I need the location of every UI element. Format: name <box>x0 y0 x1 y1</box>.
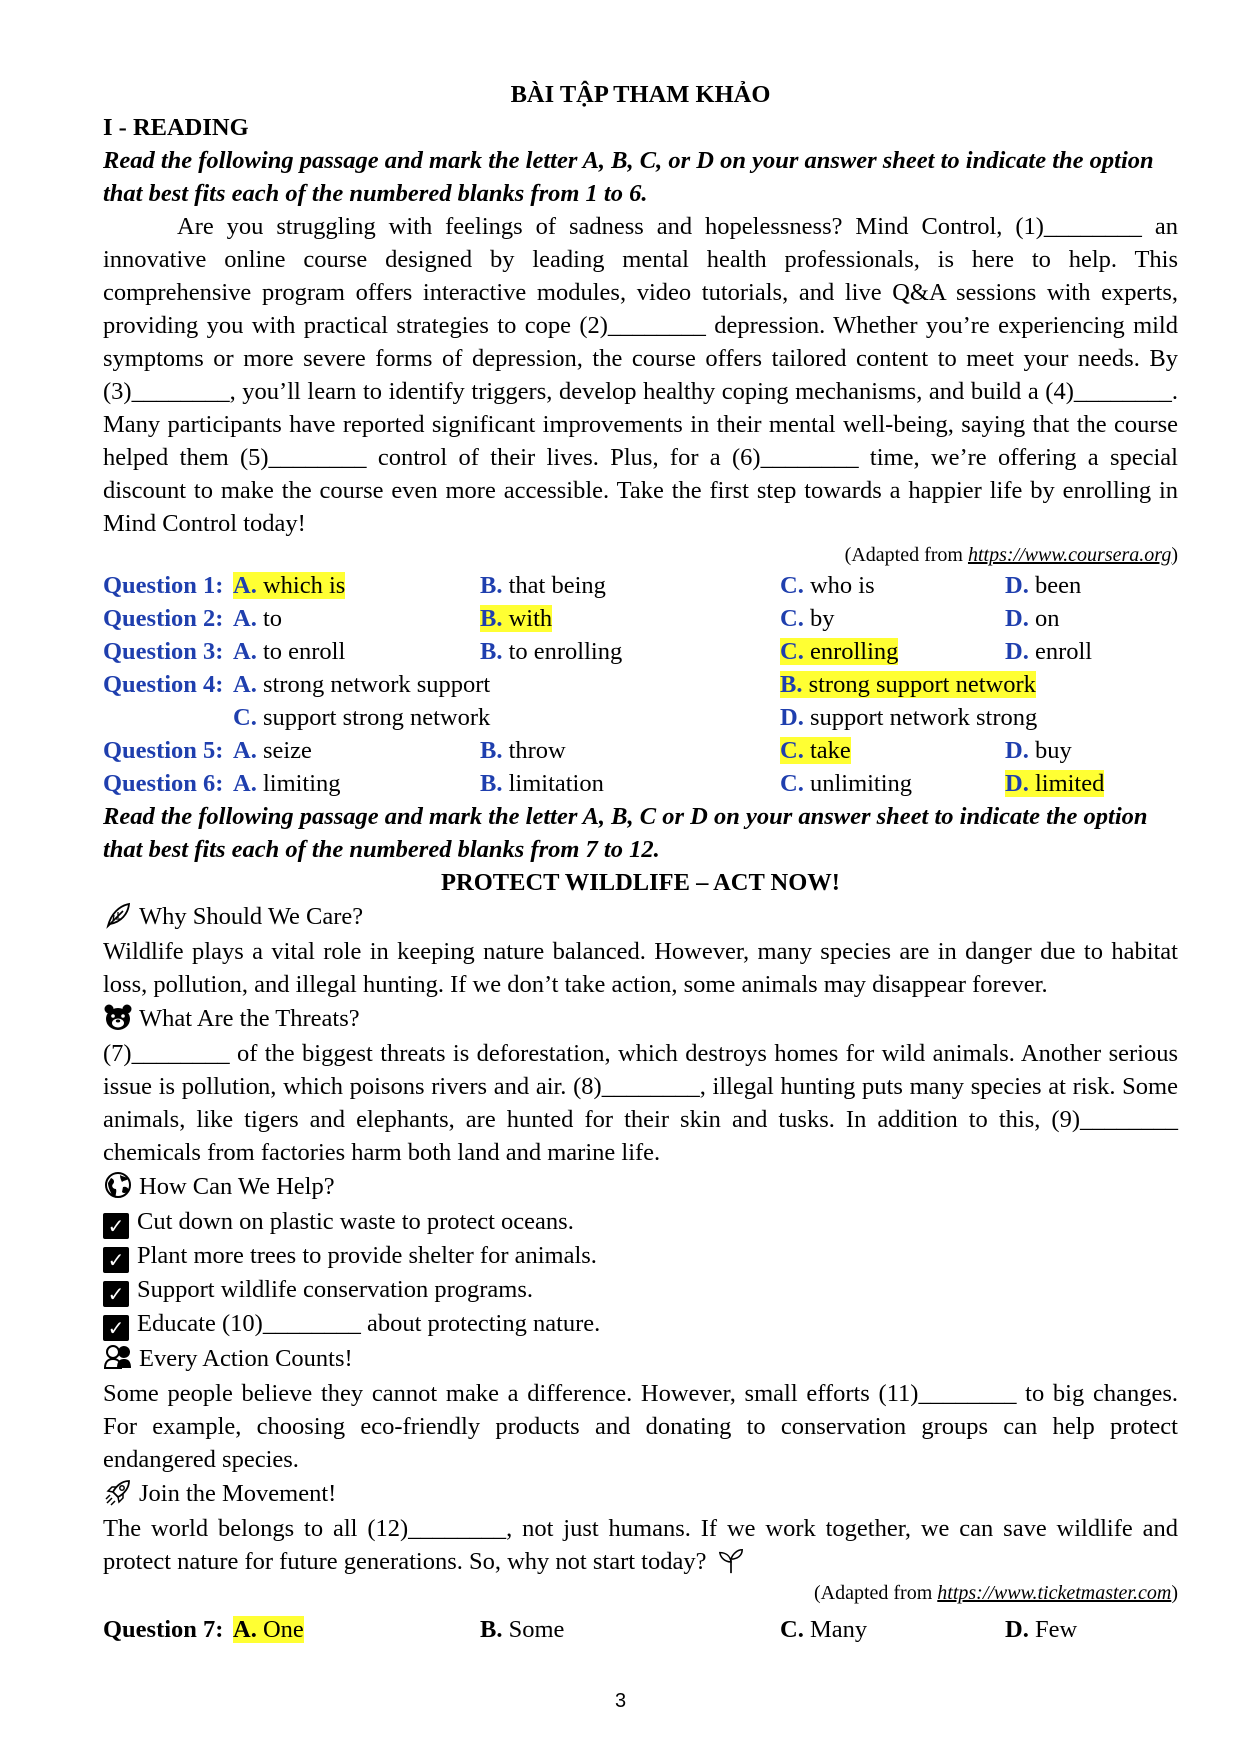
question-6 <box>103 767 1178 800</box>
option-d[interactable]: D. enroll <box>1005 638 1093 665</box>
bear-icon <box>103 1002 133 1032</box>
instruction-1: Read the following passage and mark the letter A, B, C, or D on your answer sheet to indicate the option that best fits each of the numbered blanks from 1 to 6. <box>103 147 1154 207</box>
question-label: Question 1: <box>103 572 224 599</box>
option-b[interactable]: B. limitation <box>480 770 604 797</box>
passage-2-title: PROTECT WILDLIFE – ACT NOW! <box>441 869 840 896</box>
option-a[interactable]: A. seize <box>233 737 312 764</box>
question-4 <box>103 668 1178 701</box>
section-heading: I - READING <box>103 114 249 141</box>
questions-1-6 <box>103 569 1178 800</box>
join-heading: Join the Movement! <box>103 1476 1178 1512</box>
option-a[interactable]: A. to enroll <box>233 638 346 665</box>
question-5 <box>103 734 1178 767</box>
question-label: Question 5: <box>103 737 224 764</box>
document-page <box>103 78 1178 1646</box>
question-7 <box>103 1613 1178 1646</box>
threats-heading: What Are the Threats? <box>103 1001 1178 1037</box>
source-1-link[interactable]: https://www.coursera.org <box>967 544 1172 566</box>
option-d[interactable]: D. support network strong <box>780 704 1038 731</box>
help-item: ✓ Educate (10)________ about protecting nature. <box>103 1307 1178 1341</box>
option-c[interactable]: C. who is <box>780 572 875 599</box>
leaf-icon <box>103 900 133 930</box>
option-a[interactable]: A. One <box>233 1616 304 1643</box>
option-a[interactable]: A. to <box>233 605 283 632</box>
option-a[interactable]: A. which is <box>233 572 346 599</box>
option-c[interactable]: C. Many <box>780 1616 868 1643</box>
option-d[interactable]: D. limited <box>1005 770 1105 797</box>
question-label: Question 7: <box>103 1616 224 1643</box>
option-c[interactable]: C. enrolling <box>780 638 899 665</box>
checkbox-icon: ✓ <box>103 1213 129 1239</box>
option-b[interactable]: B. with <box>480 605 553 632</box>
option-c[interactable]: C. support strong network <box>233 704 491 731</box>
help-item: ✓ Support wildlife conservation programs. <box>103 1273 1178 1307</box>
checkbox-icon: ✓ <box>103 1247 129 1273</box>
question-3 <box>103 635 1178 668</box>
globe-icon <box>103 1170 133 1200</box>
help-heading: How Can We Help? <box>103 1169 1178 1205</box>
sprout-icon <box>717 1547 745 1575</box>
question-2 <box>103 602 1178 635</box>
rocket-icon <box>103 1477 133 1507</box>
option-b[interactable]: B. to enrolling <box>480 638 623 665</box>
instruction-2: Read the following passage and mark the letter A, B, C or D on your answer sheet to indicate the option that best fits each of the numbered blanks from 7 to 12. <box>103 803 1148 863</box>
option-d[interactable]: D. been <box>1005 572 1082 599</box>
option-b[interactable]: B. strong support network <box>780 671 1036 698</box>
option-a[interactable]: A. limiting <box>233 770 341 797</box>
page-number: 3 <box>614 1690 627 1712</box>
question-label: Question 2: <box>103 605 224 632</box>
checkbox-icon: ✓ <box>103 1281 129 1307</box>
option-a[interactable]: A. strong network support <box>233 671 491 698</box>
source-1: (Adapted from https://www.coursera.org) <box>844 544 1178 566</box>
checkbox-icon: ✓ <box>103 1315 129 1341</box>
option-b[interactable]: B. Some <box>480 1616 565 1643</box>
option-c[interactable]: C. take <box>780 737 851 764</box>
why-text: Wildlife plays a vital role in keeping nature balanced. However, many species are in danger due to habitat loss, pollution, and illegal hunting. If we don’t take action, some animals may disappear forever. <box>103 938 1178 998</box>
option-d[interactable]: D. Few <box>1005 1616 1078 1643</box>
option-b[interactable]: B. throw <box>480 737 566 764</box>
option-b[interactable]: B. that being <box>480 572 606 599</box>
counts-text: Some people believe they cannot make a difference. However, small efforts (11)________ to big changes. For example, choosing eco-friendly products and donating to conservation groups can help protect endangered species. <box>103 1380 1178 1473</box>
source-2-link[interactable]: https://www.ticketmaster.com <box>937 1582 1172 1604</box>
option-c[interactable]: C. by <box>780 605 835 632</box>
question-label: Question 6: <box>103 770 224 797</box>
source-2: (Adapted from https://www.ticketmaster.com) <box>813 1582 1178 1604</box>
question-label: Question 4: <box>103 671 224 698</box>
option-c[interactable]: C. unlimiting <box>780 770 913 797</box>
passage-1: Are you struggling with feelings of sadness and hopelessness? Mind Control, (1)________ an innovative online course designed by leading mental health professionals, is here to help. This comprehensive program offers interactive modules, video tutorials, and live Q&A sessions with experts, providing you with practical strategies to cope (2)________ depression. Whether you’re experiencing mild symptoms or more severe forms of depression, the course offers tailored content to meet your needs. By (3)________, you’ll learn to identify triggers, develop healthy coping mechanisms, and build a (4)________. Many participants have reported significant improvements in their mental well-being, saying that the course helped them (5)________ control of their lives. Plus, for a (6)________ time, we’re offering a special discount to make the course even more accessible. Take the first step towards a happier life by enrolling in Mind Control today! <box>103 213 1178 537</box>
option-d[interactable]: D. on <box>1005 605 1060 632</box>
question-1 <box>103 569 1178 602</box>
question-4-line-2 <box>103 701 1178 734</box>
join-text: The world belongs to all (12)________, not just humans. If we work together, we can save wildlife and protect nature for future generations. So, why not start today? <box>103 1515 1178 1575</box>
threats-text: (7)________ of the biggest threats is deforestation, which destroys homes for wild animals. Another serious issue is pollution, which poisons rivers and air. (8)________, illegal hunting puts many species at risk. Some animals, like tigers and elephants, are hunted for their skin and tusks. In addition to this, (9)________ chemicals from factories harm both land and marine life. <box>103 1040 1178 1166</box>
option-d[interactable]: D. buy <box>1005 737 1072 764</box>
help-item: ✓ Plant more trees to provide shelter for animals. <box>103 1239 1178 1273</box>
counts-heading: Every Action Counts! <box>103 1341 1178 1377</box>
why-heading: Why Should We Care? <box>103 899 1178 935</box>
help-item: ✓ Cut down on plastic waste to protect oceans. <box>103 1205 1178 1239</box>
question-label: Question 3: <box>103 638 224 665</box>
page-title: BÀI TẬP THAM KHẢO <box>510 81 771 108</box>
people-icon <box>103 1342 133 1372</box>
